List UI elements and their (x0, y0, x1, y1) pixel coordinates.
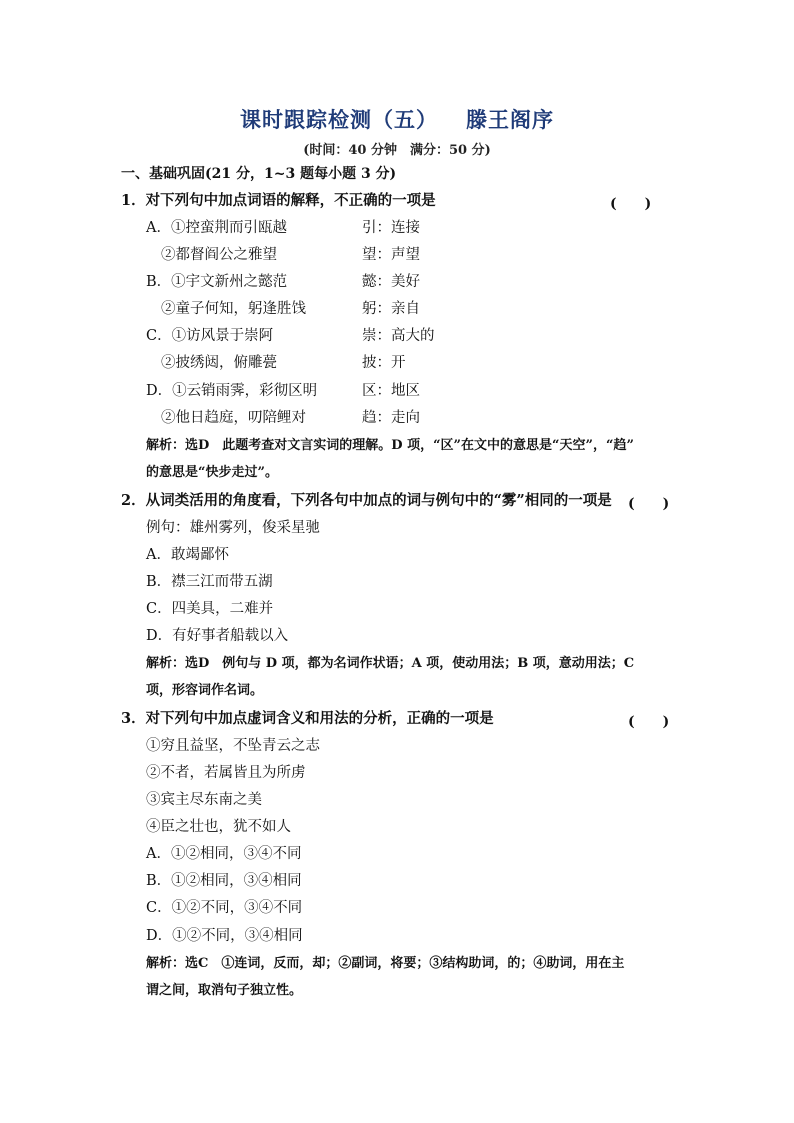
q1-gloss-d1: 区：地区 (362, 383, 420, 399)
q2-option-a: A．敢竭鄙怀 (146, 547, 229, 563)
q1-option-c1: C．①访风景于崇阿 (146, 328, 274, 344)
q2-answer-line-2: 项，形容词作名词。 (146, 683, 264, 698)
question-1-answer-bracket: ( ) (610, 196, 652, 212)
question-3-stem: 3．对下列句中加点虚词含义和用法的分析，正确的一项是 (121, 710, 494, 727)
question-2-stem: 2．从词类活用的角度看，下列各句中加点的词与例句中的“雾”相同的一项是 (121, 492, 612, 509)
q1-option-a1: A．①控蛮荆而引瓯越 (146, 220, 287, 236)
question-2-answer-bracket: ( ) (628, 496, 670, 512)
q1-gloss-c2: 披：开 (362, 355, 406, 371)
page-title (0, 104, 794, 134)
title-main: 课时跟踪检测（五） (240, 107, 438, 132)
q1-option-a2: ②都督阎公之雅望 (161, 247, 277, 263)
q2-answer-line-1: 解析：选D 例句与 D 项，都为名词作状语；A 项，使动用法；B 项，意动用法；C (146, 656, 635, 671)
q1-gloss-b2: 躬：亲自 (362, 301, 420, 317)
q1-gloss-a2: 望：声望 (362, 247, 420, 263)
q3-answer-line-1: 解析：选C ①连词，反而，却；②副词，将要；③结构助词，的；④助词，用在主 (146, 956, 625, 971)
q2-option-c: C．四美具，二难并 (146, 601, 274, 617)
question-3-answer-bracket: ( ) (628, 714, 670, 730)
q3-option-c: C．①②不同，③④不同 (146, 900, 303, 916)
q3-answer-line-2: 谓之间，取消句子独立性。 (146, 983, 303, 998)
q3-sentence-3: ③宾主尽东南之美 (146, 792, 262, 808)
q1-gloss-b1: 懿：美好 (362, 274, 420, 290)
q3-sentence-1: ①穷且益坚，不坠青云之志 (146, 738, 320, 754)
section-title: 一、基础巩固(21 分，1~3 题每小题 3 分) (121, 166, 397, 182)
q3-option-b: B．①②相同，③④相同 (146, 873, 302, 889)
title-sub: 滕王阁序 (466, 107, 554, 132)
q1-option-d2: ②他日趋庭，叨陪鲤对 (161, 410, 306, 426)
q1-gloss-d2: 趋：走向 (362, 410, 420, 426)
q3-sentence-2: ②不者，若属皆且为所虏 (146, 765, 306, 781)
q1-gloss-a1: 引：连接 (362, 220, 420, 236)
q1-answer-line-1: 解析：选D 此题考查对文言实词的理解。D 项，“区”在文中的意思是“天空”，“趋” (146, 438, 634, 453)
question-1-stem: 1．对下列句中加点词语的解释，不正确的一项是 (121, 192, 436, 209)
q1-option-c2: ②披绣闼，俯雕甍 (161, 355, 277, 371)
q1-option-b1: B．①宇文新州之懿范 (146, 274, 288, 290)
q3-option-d: D．①②不同，③④相同 (146, 928, 303, 944)
q2-option-d: D．有好事者船载以入 (146, 628, 289, 644)
q2-example: 例句：雄州雾列，俊采星驰 (146, 520, 320, 536)
q3-option-a: A．①②相同，③④不同 (146, 846, 302, 862)
q3-sentence-4: ④臣之壮也，犹不如人 (146, 819, 291, 835)
q1-option-d1: D．①云销雨霁，彩彻区明 (146, 383, 318, 399)
q1-option-b2: ②童子何知，躬逢胜饯 (161, 301, 306, 317)
q2-option-b: B．襟三江而带五湖 (146, 574, 273, 590)
q1-answer-line-2: 的意思是“快步走过”。 (146, 465, 278, 480)
time-score-info: (时间：40 分钟 满分：50 分) (303, 143, 491, 158)
q1-gloss-c1: 崇：高大的 (362, 328, 435, 344)
